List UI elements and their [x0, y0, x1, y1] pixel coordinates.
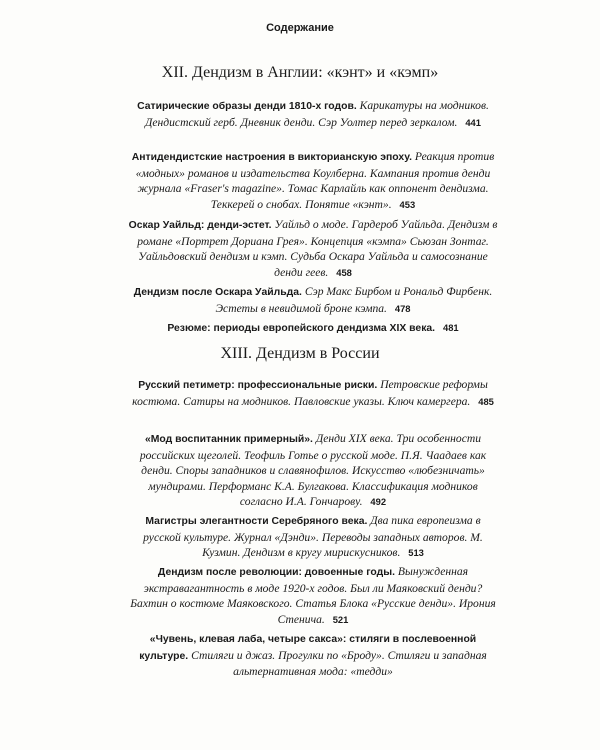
toc-entry[interactable] [128, 631, 498, 680]
toc-entry[interactable] [128, 513, 498, 561]
chapter-title-xii: XII. Дендизм в Англии: «кэнт» и «кэмп» [161, 64, 439, 81]
entry-description: Два пика европеизма в русской культуре. Журнал «Дэнди». Переводы западных авторов. М. Кузмин. Дендизм в кругу мирискусников. [143, 514, 483, 560]
toc-entry[interactable] [128, 431, 498, 510]
entry-description: Денди XIX века. Три особенности российских щеголей. Теофиль Готье о русской моде. П.Я. Чаадаев как денди. Споры западников и славянофилов. Искусство «любезничать» мундирами. Перформанс К.А. Булгакова. Классификация модников согласно И.А. Гончарову. [139, 432, 487, 509]
toc-entry[interactable] [128, 98, 498, 130]
toc-entry[interactable] [128, 320, 498, 337]
entry-page-number: 478 [394, 302, 411, 314]
entry-page-number: 458 [336, 266, 352, 278]
entry-lead: Магистры элегантности Серебряного века. [145, 516, 368, 527]
entry-lead: Дендизм после революции: довоенные годы. [157, 567, 395, 578]
running-header: Содержание [266, 22, 334, 34]
entry-description: Петровские реформы костюма. Сатиры на модников. Павловские указы. Ключ камергера. [132, 378, 488, 408]
entry-page-number: 492 [370, 496, 387, 508]
entry-lead: Русский петиметр: профессиональные риски. [138, 380, 378, 391]
entry-description: Карикатуры на модников. Дендистский герб. Дневник денди. Сэр Уолтер перед зеркалом. [145, 99, 489, 129]
entry-lead: Резюме: периоды европейского дендизма XIX века. [167, 323, 436, 334]
entry-page-number: 513 [408, 547, 424, 559]
entry-lead: Дендизм после Оскара Уайльда. [133, 287, 302, 298]
toc-entry[interactable] [128, 217, 498, 280]
entry-page-number: 521 [332, 613, 349, 625]
chapter-title-xiii: XIII. Дендизм в России [220, 345, 380, 362]
entry-lead: «Мод воспитанник примерный». [144, 434, 313, 445]
entry-page-number: 485 [478, 395, 494, 407]
entry-page-number: 453 [399, 198, 416, 210]
toc-entry[interactable] [128, 284, 498, 316]
entry-description: Сэр Макс Бирбом и Рональд Фирбенк. Эстеты в невидимой броне кэмпа. [215, 285, 493, 315]
toc-entry[interactable] [128, 377, 498, 409]
entry-page-number: 481 [442, 322, 459, 333]
toc-entry[interactable] [128, 564, 498, 627]
entry-lead: Антидендистские настроения в викторианскую эпоху. [131, 152, 412, 163]
entry-lead: «Чувень, клевая лаба, четыре сакса»: стиляги в послевоенной культуре. [139, 634, 477, 662]
entry-description: Уайльд о моде. Гардероб Уайльда. Дендизм в романе «Портрет Дориана Грея». Концепция «кэмпа» Сьюзан Зонтаг. Уайльдовский дендизм и кэмп. Судьба Оскара Уайльда и самосознание денди геев. [137, 218, 498, 279]
entry-description: Вынужденная экстравагантность в моде 1920-х годов. Был ли Маяковский денди? Бахтин о костюме Маяковского. Статья Блока «Русские денди». Ирония Стенича. [130, 565, 496, 626]
toc-entry[interactable] [128, 149, 498, 212]
entry-lead: Оскар Уайльд: денди-эстет. [128, 220, 272, 231]
entry-description: Реакция против «модных» романов и издательства Коулберна. Кампания против денди журнала «Fraser's magazine». Томас Карлайль как оппонент дендизма. Теккерей о снобах. Понятие «кэнт». [135, 150, 495, 211]
entry-page-number: 441 [465, 116, 481, 128]
entry-description: Стиляги и джаз. Прогулки по «Броду». Стиляги и западная альтернативная мода: «тедди» [191, 648, 487, 679]
entry-lead: Сатирические образы денди 1810-х годов. [137, 101, 357, 112]
